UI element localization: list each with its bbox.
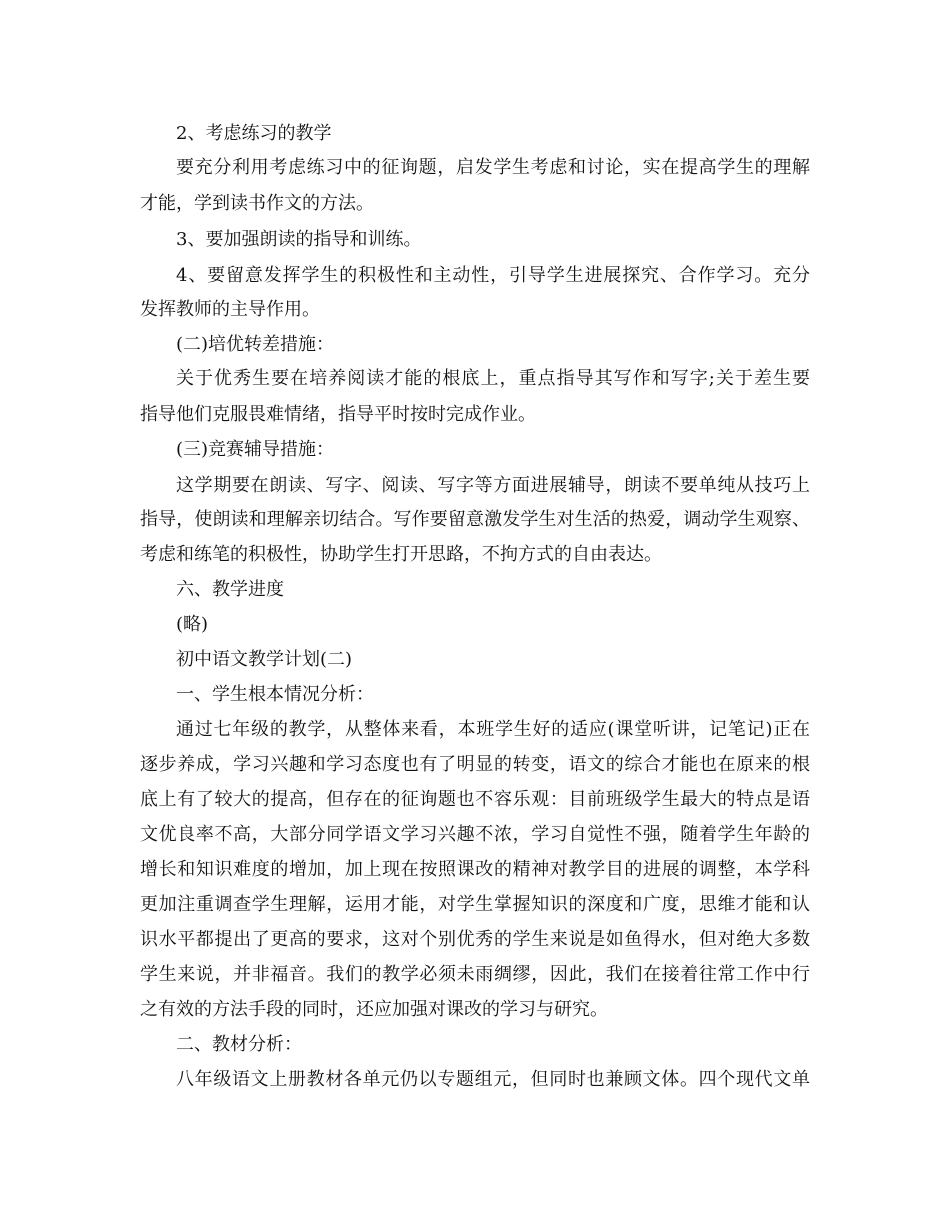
paragraph-line: 指导，使朗读和理解亲切结合。写作要留意激发学生对生活的热爱，调动学生观察、 [140, 509, 810, 530]
heading-practice-teaching: 2、考虑练习的教学 [176, 123, 332, 144]
section-heading-competition: (三)竞赛辅导措施： [176, 439, 335, 460]
paragraph-line: 才能，学到读书作文的方法。 [140, 193, 374, 214]
paragraph-line: 更加注重调查学生理解，运用才能，对学生掌握知识的深度和广度，思维才能和认 [140, 894, 810, 915]
paragraph-line: 这学期要在朗读、写字、阅读、写字等方面进展辅导，朗读不要单纯从技巧上 [176, 475, 810, 496]
list-item-initiative: 4、要留意发挥学生的积极性和主动性，引导学生进展探究、合作学习。充分 [176, 265, 810, 286]
paragraph-line: 逐步养成，学习兴趣和学习态度也有了明显的转变，语文的综合才能也在原来的根 [140, 754, 810, 775]
section-heading-student-analysis: 一、学生根本情况分析： [176, 684, 374, 705]
list-item-reading-guidance: 3、要加强朗读的指导和训练。 [176, 229, 422, 250]
document-title: 初中语文教学计划(二) [176, 649, 353, 670]
paragraph-line: 八年级语文上册教材各单元仍以专题组元，但同时也兼顾文体。四个现代文单 [176, 1069, 810, 1090]
paragraph-line: 底上有了较大的提高，但存在的征询题也不容乐观：目前班级学生最大的特点是语 [140, 789, 810, 810]
paragraph-line: 考虑和练笔的积极性，协助学生打开思路，不拘方式的自由表达。 [140, 544, 662, 565]
paragraph-line: 通过七年级的教学，从整体来看，本班学生好的适应(课堂听讲，记笔记)正在 [176, 719, 810, 740]
paragraph-line: 文优良率不高，大部分同学语文学习兴趣不浓，学习自觉性不强，随着学生年龄的 [140, 824, 810, 845]
paragraph-line: 学生来说，并非福音。我们的教学必须未雨绸缪，因此，我们在接着往常工作中行 [140, 964, 810, 985]
section-heading-progress: 六、教学进度 [176, 579, 284, 600]
paragraph-line: 发挥教师的主导作用。 [140, 299, 320, 320]
omitted-note: (略) [176, 614, 209, 635]
paragraph-line: 之有效的方法手段的同时，还应加强对课改的学习与研究。 [140, 999, 608, 1020]
paragraph-line: 关于优秀生要在培养阅读才能的根底上，重点指导其写作和写字;关于差生要 [176, 368, 810, 389]
paragraph-line: 指导他们克服畏难情绪，指导平时按时完成作业。 [140, 404, 536, 425]
paragraph-line: 识水平都提出了更高的要求，这对个别优秀的学生来说是如鱼得水，但对绝大多数 [140, 929, 810, 950]
section-heading-textbook-analysis: 二、教材分析： [176, 1034, 302, 1055]
paragraph-line: 要充分利用考虑练习中的征询题，启发学生考虑和讨论，实在提高学生的理解 [176, 157, 810, 178]
paragraph-line: 增长和知识难度的增加，加上现在按照课改的精神对教学目的进展的调整，本学科 [140, 859, 810, 880]
section-heading-enrichment: (二)培优转差措施： [176, 334, 335, 355]
